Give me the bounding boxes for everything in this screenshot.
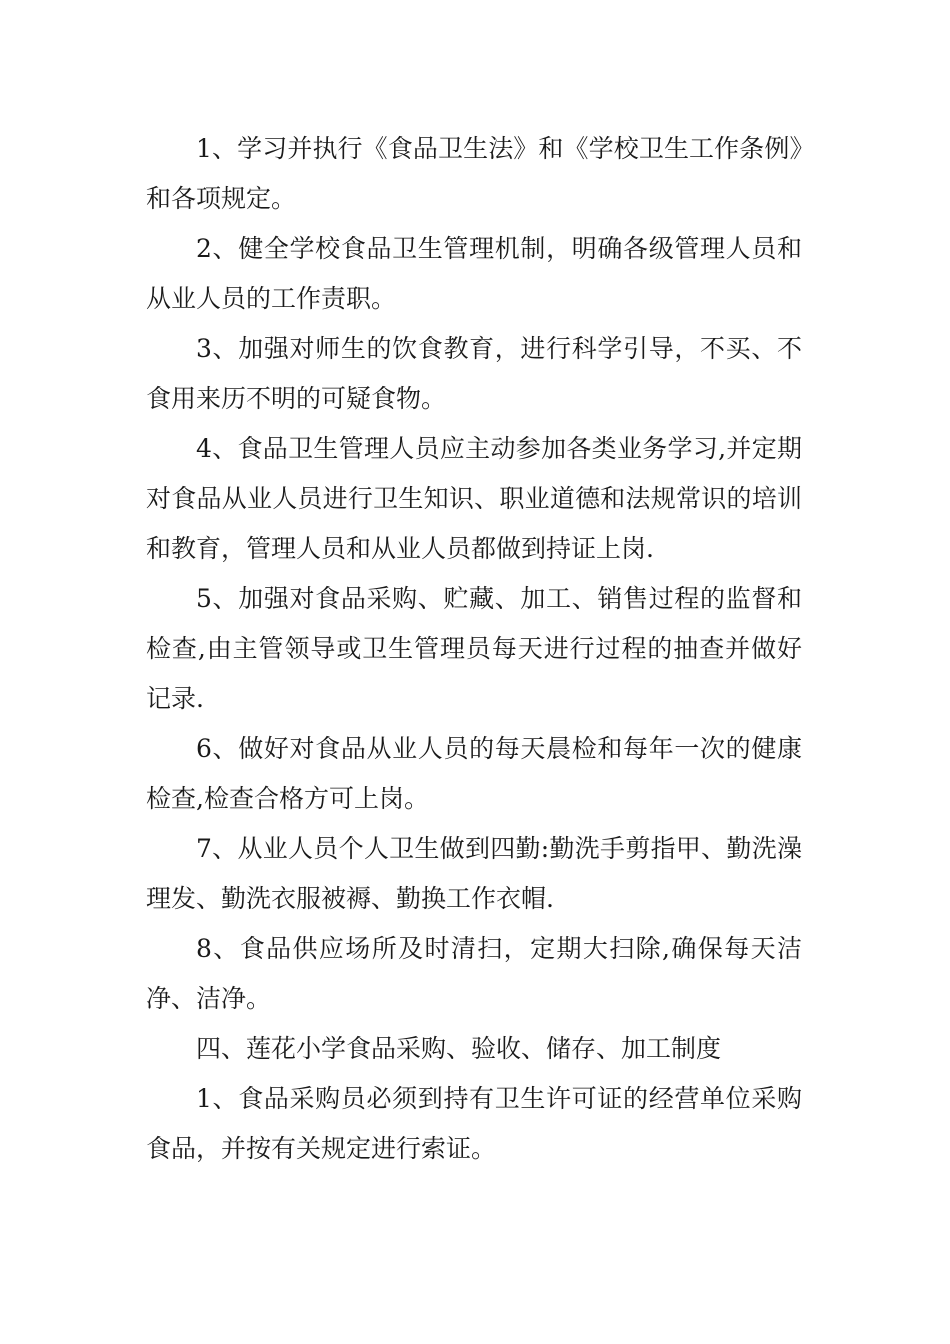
- paragraph-4: 4、食品卫生管理人员应主动参加各类业务学习,并定期对食品从业人员进行卫生知识、职业道德和法规常识的培训和教育，管理人员和从业人员都做到持证上岗.: [146, 434, 802, 563]
- paragraph-6: 6、做好对食品从业人员的每天晨检和每年一次的健康检查,检查合格方可上岗。: [146, 734, 802, 813]
- document-body: [146, 124, 802, 1174]
- section-heading: 四、莲花小学食品采购、验收、储存、加工制度: [196, 1034, 722, 1063]
- paragraph-7: 7、从业人员个人卫生做到四勤:勤洗手剪指甲、勤洗澡理发、勤洗衣服被褥、勤换工作衣帽.: [146, 834, 802, 913]
- paragraph-5: 5、加强对食品采购、贮藏、加工、销售过程的监督和检查,由主管领导或卫生管理员每天进行过程的抽查并做好记录.: [146, 584, 802, 713]
- paragraph-8: 8、食品供应场所及时清扫，定期大扫除,确保每天洁净、洁净。: [146, 934, 802, 1013]
- paragraph-10: 1、食品采购员必须到持有卫生许可证的经营单位采购食品，并按有关规定进行索证。: [146, 1084, 802, 1163]
- paragraph-3: 3、加强对师生的饮食教育，进行科学引导，不买、不食用来历不明的可疑食物。: [146, 334, 802, 413]
- paragraph-2: 2、健全学校食品卫生管理机制，明确各级管理人员和从业人员的工作责职。: [146, 234, 802, 313]
- paragraph-1: 1、学习并执行《食品卫生法》和《学校卫生工作条例》和各项规定。: [146, 134, 802, 213]
